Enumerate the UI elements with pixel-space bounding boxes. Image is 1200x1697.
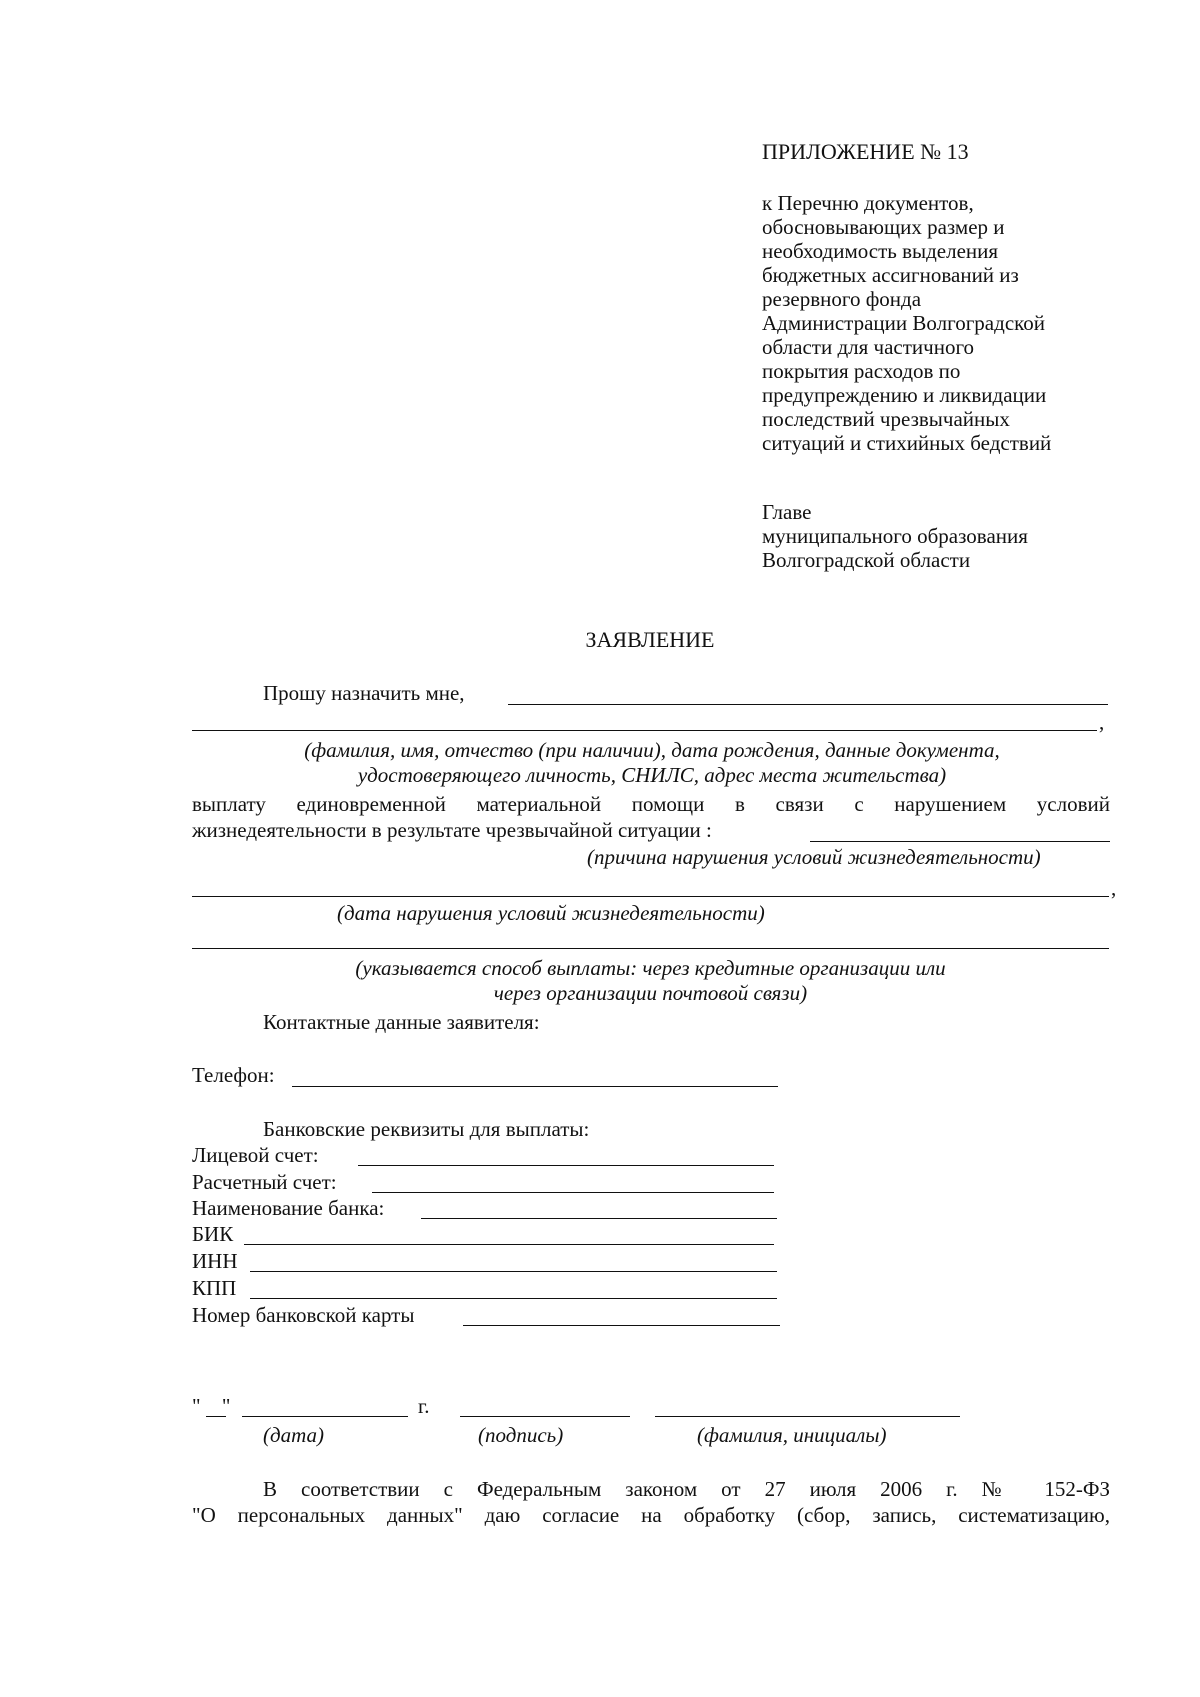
sig-name-hint: (фамилия, инициалы) bbox=[697, 1423, 887, 1447]
bank-label: Банковские реквизиты для выплаты: bbox=[263, 1117, 590, 1141]
bank-field-label: Лицевой счет: bbox=[192, 1143, 319, 1167]
reason-input-line[interactable] bbox=[192, 896, 1109, 897]
situation-input-line[interactable] bbox=[810, 841, 1110, 842]
settlement-input-line[interactable] bbox=[372, 1192, 774, 1193]
sig-signature-hint: (подпись) bbox=[478, 1423, 564, 1447]
appendix-line: покрытия расходов по bbox=[762, 359, 961, 383]
sig-date-hint: (дата) bbox=[263, 1423, 325, 1447]
payment-line: выплату единовременной материальной помощи в связи с нарушением условий bbox=[192, 792, 1110, 816]
person-data-input-line[interactable] bbox=[192, 730, 1097, 731]
bank-field-label: КПП bbox=[192, 1276, 237, 1300]
contacts-label: Контактные данные заявителя: bbox=[263, 1010, 540, 1034]
hint-person-2: удостоверяющего личность, СНИЛС, адрес места жительства) bbox=[357, 763, 947, 787]
appendix-line: Администрации Волгоградской bbox=[762, 311, 1046, 335]
account-input-line[interactable] bbox=[358, 1165, 774, 1166]
name-initials-input-line[interactable] bbox=[655, 1416, 960, 1417]
hint-person-1: (фамилия, имя, отчество (при наличии), дата рождения, данные документа, bbox=[304, 738, 1000, 762]
phone-input-line[interactable] bbox=[292, 1086, 778, 1087]
day-input-line[interactable] bbox=[206, 1416, 226, 1417]
bik-input-line[interactable] bbox=[244, 1244, 774, 1245]
phone-label: Телефон: bbox=[192, 1063, 275, 1087]
card-input-line[interactable] bbox=[463, 1325, 780, 1326]
appendix-text bbox=[762, 191, 1162, 455]
bank-field-label: БИК bbox=[192, 1222, 234, 1246]
request-prefix: Прошу назначить мне, bbox=[263, 681, 465, 705]
year-suffix: г. bbox=[418, 1394, 430, 1418]
appendix-line: бюджетных ассигнований из bbox=[762, 263, 1019, 287]
comma: , bbox=[1111, 876, 1117, 900]
bank-field-label: ИНН bbox=[192, 1249, 238, 1273]
appendix-line: резервного фонда bbox=[762, 287, 922, 311]
appendix-line: ситуаций и стихийных бедствий bbox=[762, 431, 1052, 455]
hint-method-2: через организации почтовой связи) bbox=[493, 981, 808, 1005]
date-input-line[interactable] bbox=[242, 1416, 408, 1417]
appendix-line: области для частичного bbox=[762, 335, 975, 359]
hint-method-1: (указывается способ выплаты: через кредитные организации или bbox=[355, 956, 946, 980]
date-quote: " " bbox=[192, 1394, 239, 1418]
consent-line-2: "О персональных данных" даю согласие на обработку (сбор, запись, систематизацию, bbox=[192, 1503, 1110, 1527]
appendix-line: обосновывающих размер и bbox=[762, 215, 1005, 239]
bank-name-input-line[interactable] bbox=[421, 1218, 777, 1219]
appendix-line: последствий чрезвычайных bbox=[762, 407, 1010, 431]
kpp-input-line[interactable] bbox=[250, 1298, 777, 1299]
appendix-title: ПРИЛОЖЕНИЕ № 13 bbox=[762, 139, 969, 164]
signature-input-line[interactable] bbox=[460, 1416, 630, 1417]
inn-input-line[interactable] bbox=[250, 1271, 777, 1272]
appendix-line: необходимость выделения bbox=[762, 239, 999, 263]
appendix-line: предупреждению и ликвидации bbox=[762, 383, 1047, 407]
appendix-line: к Перечню документов, bbox=[762, 191, 974, 215]
form-title: ЗАЯВЛЕНИЕ bbox=[585, 627, 715, 652]
bank-field-label: Расчетный счет: bbox=[192, 1170, 337, 1194]
addressee bbox=[762, 500, 1162, 572]
name-input-line[interactable] bbox=[508, 704, 1108, 705]
method-input-line[interactable] bbox=[192, 948, 1109, 949]
addressee-line: Волгоградской области bbox=[762, 548, 971, 572]
hint-date: (дата нарушения условий жизнедеятельности) bbox=[337, 901, 765, 925]
bank-field-label: Номер банковской карты bbox=[192, 1303, 415, 1327]
addressee-line: муниципального образования bbox=[762, 524, 1028, 548]
bank-field-label: Наименование банка: bbox=[192, 1196, 385, 1220]
hint-reason: (причина нарушения условий жизнедеятельности) bbox=[587, 845, 1041, 869]
comma: , bbox=[1099, 710, 1105, 734]
addressee-line: Главе bbox=[762, 500, 812, 524]
consent-line-1: В соответствии с Федеральным законом от 27 июля 2006 г. № 152-ФЗ bbox=[263, 1477, 1110, 1501]
situation-prefix: жизнедеятельности в результате чрезвычайной ситуации : bbox=[192, 818, 712, 842]
